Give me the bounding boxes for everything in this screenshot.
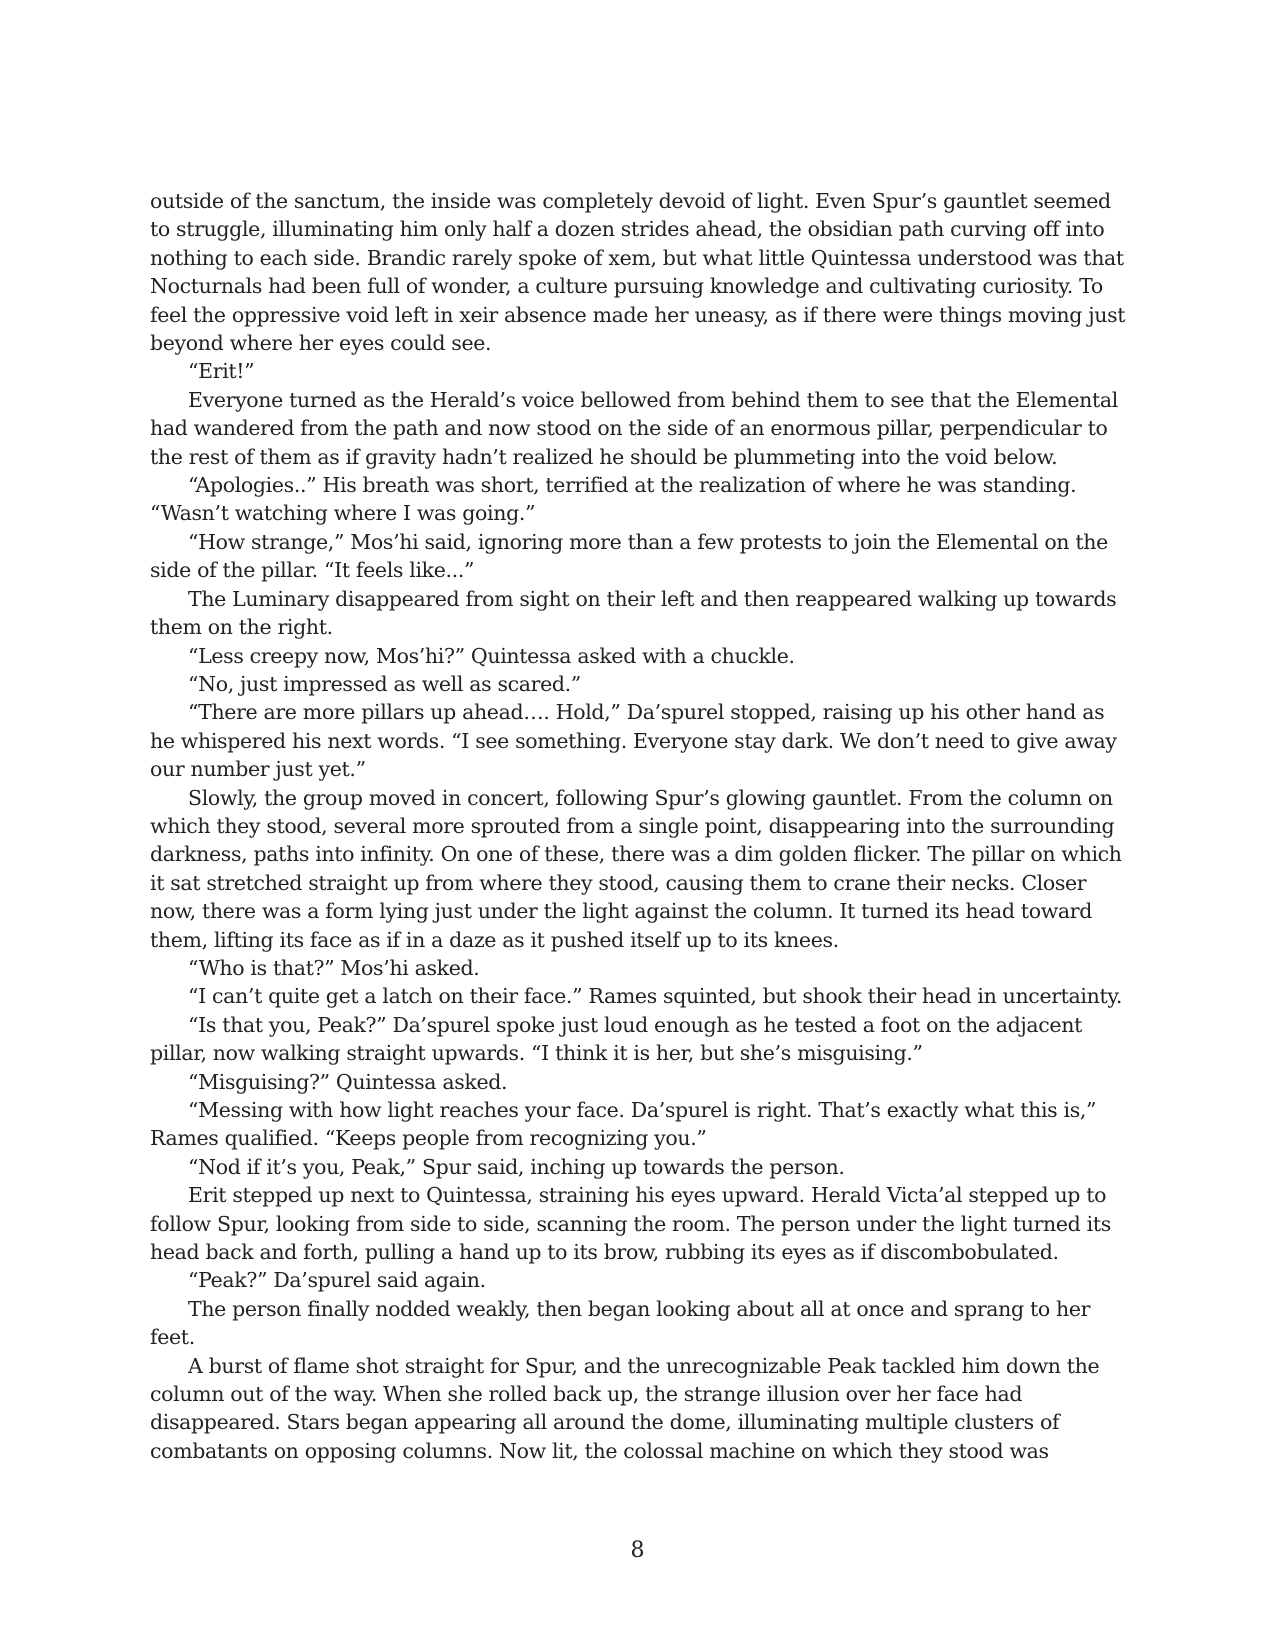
paragraph: The Luminary disappeared from sight on their left and then reappeared walking up towards them on the right. <box>150 586 1117 640</box>
paragraph: “Apologies..” His breath was short, terrified at the realization of where he was standing. “Wasn’t watching where I was going.” <box>150 473 1077 526</box>
paragraph: “Nod if it’s you, Peak,” Spur said, inching up towards the person. <box>188 1154 845 1179</box>
paragraph: The person finally nodded weakly, then began looking about all at once and sprang to her feet. <box>150 1296 1091 1350</box>
paragraph: “Messing with how light reaches your face. Da’spurel is right. That’s exactly what this is,” Rames qualified. “Keeps people from recognizing you.” <box>150 1098 1097 1151</box>
body-text <box>150 187 1128 1465</box>
paragraph: “Who is that?” Mos’hi asked. <box>188 955 480 980</box>
paragraph: “No, just impressed as well as scared.” <box>188 671 581 696</box>
paragraph: “Is that you, Peak?” Da’spurel spoke just loud enough as he tested a foot on the adjacent pillar, now walking straight upwards. “I think it is her, but she’s misguising.” <box>150 1012 1082 1066</box>
paragraph: Slowly, the group moved in concert, following Spur’s glowing gauntlet. From the column on which they stood, several more sprouted from a single point, disappearing into the surrounding darkness, paths into infinity. On one of these, there was a dim golden flicker. The pillar on which it sat stretched straight up from where they stood, causing them to crane their necks. Closer now, there was a form lying just under the light against the column. It turned its head toward them, lifting its face as if in a daze as it pushed itself up to its knees. <box>150 785 1122 952</box>
paragraph: Erit stepped up next to Quintessa, straining his eyes upward. Herald Victa’al stepped up to follow Spur, looking from side to side, scanning the room. The person under the light turned its head back and forth, pulling a hand up to its brow, rubbing its eyes as if discombobulated. <box>150 1183 1111 1265</box>
paragraph: Everyone turned as the Herald’s voice bellowed from behind them to see that the Elemental had wandered from the path and now stood on the side of an enormous pillar, perpendicular to the rest of them as if gravity hadn’t realized he should be plummeting into the void below. <box>150 387 1118 469</box>
paragraph: “There are more pillars up ahead…. Hold,” Da’spurel stopped, raising up his other hand as he whispered his next words. “I see something. Everyone stay dark. We don’t need to give away our number just yet.” <box>150 700 1117 782</box>
paragraph: “Erit!” <box>188 359 255 384</box>
paragraph: “How strange,” Mos’hi said, ignoring more than a few protests to join the Elemental on the side of the pillar. “It feels like...” <box>150 529 1108 583</box>
paragraph: A burst of flame shot straight for Spur, and the unrecognizable Peak tackled him down the column out of the way. When she rolled back up, the strange illusion over her face had disappeared. Stars began appearing all around the dome, illuminating multiple clusters of combatants on opposing columns. Now lit, the colossal machine on which they stood was <box>150 1353 1100 1463</box>
paragraph: “I can’t quite get a latch on their face.” Rames squinted, but shook their head in uncertainty. <box>188 984 1123 1009</box>
paragraph: “Less creepy now, Mos’hi?” Quintessa asked with a chuckle. <box>188 643 795 668</box>
page-number: 8 <box>630 1538 645 1563</box>
paragraph: “Peak?” Da’spurel said again. <box>188 1268 486 1293</box>
paragraph: “Misguising?” Quintessa asked. <box>188 1069 508 1094</box>
paragraph: outside of the sanctum, the inside was completely devoid of light. Even Spur’s gauntlet seemed to struggle, illuminating him only half a dozen strides ahead, the obsidian path curving off into nothing to each side. Brandic rarely spoke of xem, but what little Quintessa understood was that Nocturnals had been full of wonder, a culture pursuing knowledge and cultivating curiosity. To feel the oppressive void left in xeir absence made her uneasy, as if there were things moving just beyond where her eyes could see. <box>150 189 1126 356</box>
